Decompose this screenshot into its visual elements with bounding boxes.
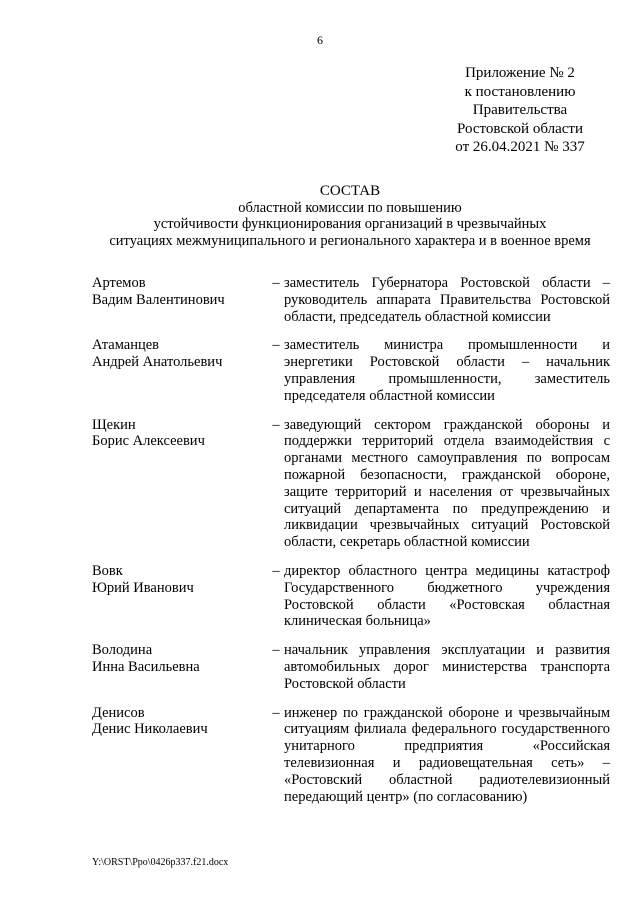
title-main: СОСТАВ — [319, 183, 381, 199]
appendix-line: Правительства — [472, 102, 568, 118]
member-role: заместитель министра промышленности и энергетики Ростовской области – начальник управления промышленности, заместитель председателя областной комиссии — [284, 337, 610, 404]
member-entry — [92, 705, 610, 806]
member-surname: Щекин — [92, 416, 136, 433]
file-path-footer: Y:\ORST\Ppo\0426p337.f21.docx — [92, 857, 229, 868]
appendix-line: Ростовской области — [457, 120, 583, 137]
member-entry — [92, 337, 610, 404]
member-name — [92, 275, 268, 325]
dash: – — [272, 416, 280, 433]
member-surname: Вовк — [92, 562, 123, 579]
title-line: устойчивости функционирования организаций в чрезвычайных — [153, 216, 547, 232]
member-name — [92, 563, 268, 630]
member-entry — [92, 417, 610, 551]
title-line: ситуациях межмуниципального и регионального характера и в военное время — [109, 232, 591, 249]
member-role: инженер по гражданской обороне и чрезвычайным ситуациям филиала федерального государственного унитарного предприятия «Российская телевизионная и радиовещательная сеть» – «Ростовский областной радиотелевизионный передающий центр» (по согласованию) — [284, 704, 610, 805]
dash: – — [272, 704, 280, 721]
member-given-name: Денис Николаевич — [92, 721, 208, 738]
member-entry — [92, 563, 610, 630]
title-line: областной комиссии по повышению — [238, 199, 462, 216]
member-name — [92, 705, 268, 806]
member-given-name: Вадим Валентинович — [92, 291, 225, 308]
appendix-line: от 26.04.2021 № 337 — [455, 139, 585, 155]
member-surname: Денисов — [92, 704, 145, 721]
member-name — [92, 642, 268, 692]
member-surname: Артемов — [92, 275, 146, 291]
dash: – — [272, 275, 280, 291]
member-role: директор областного центра медицины катастроф Государственного бюджетного учреждения Ростовской области «Ростовская областная клиническая больница» — [284, 562, 610, 630]
member-given-name: Андрей Анатольевич — [92, 354, 223, 371]
member-given-name: Юрий Иванович — [92, 579, 194, 596]
dash: – — [272, 337, 280, 354]
member-given-name: Инна Васильевна — [92, 658, 200, 675]
appendix-line: Приложение № 2 — [465, 65, 575, 81]
member-surname: Володина — [92, 642, 153, 659]
member-role: заведующий сектором гражданской обороны и поддержки территорий отдела взаимодействия с органами местного самоуправления по вопросам пожарной безопасности, гражданской обороне, защите территорий и населения от чрезвычайных ситуаций департамента по предупреждению и ликвидации чрезвычайных ситуаций Ростовской области, секретарь областной комиссии — [284, 416, 610, 551]
member-name — [92, 337, 268, 404]
appendix-line: к постановлению — [464, 83, 576, 100]
document-title — [60, 183, 640, 249]
member-list — [92, 275, 610, 805]
dash: – — [272, 642, 280, 659]
member-given-name: Борис Алексеевич — [92, 433, 205, 450]
dash: – — [272, 562, 280, 579]
member-role: заместитель Губернатора Ростовской области – руководитель аппарата Правительства Ростовской области, председатель областной комиссии — [284, 275, 610, 325]
page-number: 6 — [317, 33, 323, 47]
member-role: начальник управления эксплуатации и развития автомобильных дорог министерства транспорта Ростовской области — [284, 642, 610, 692]
member-surname: Атаманцев — [92, 337, 160, 354]
member-name — [92, 417, 268, 551]
member-entry — [92, 275, 610, 325]
member-entry — [92, 642, 610, 692]
appendix-header — [440, 64, 600, 157]
